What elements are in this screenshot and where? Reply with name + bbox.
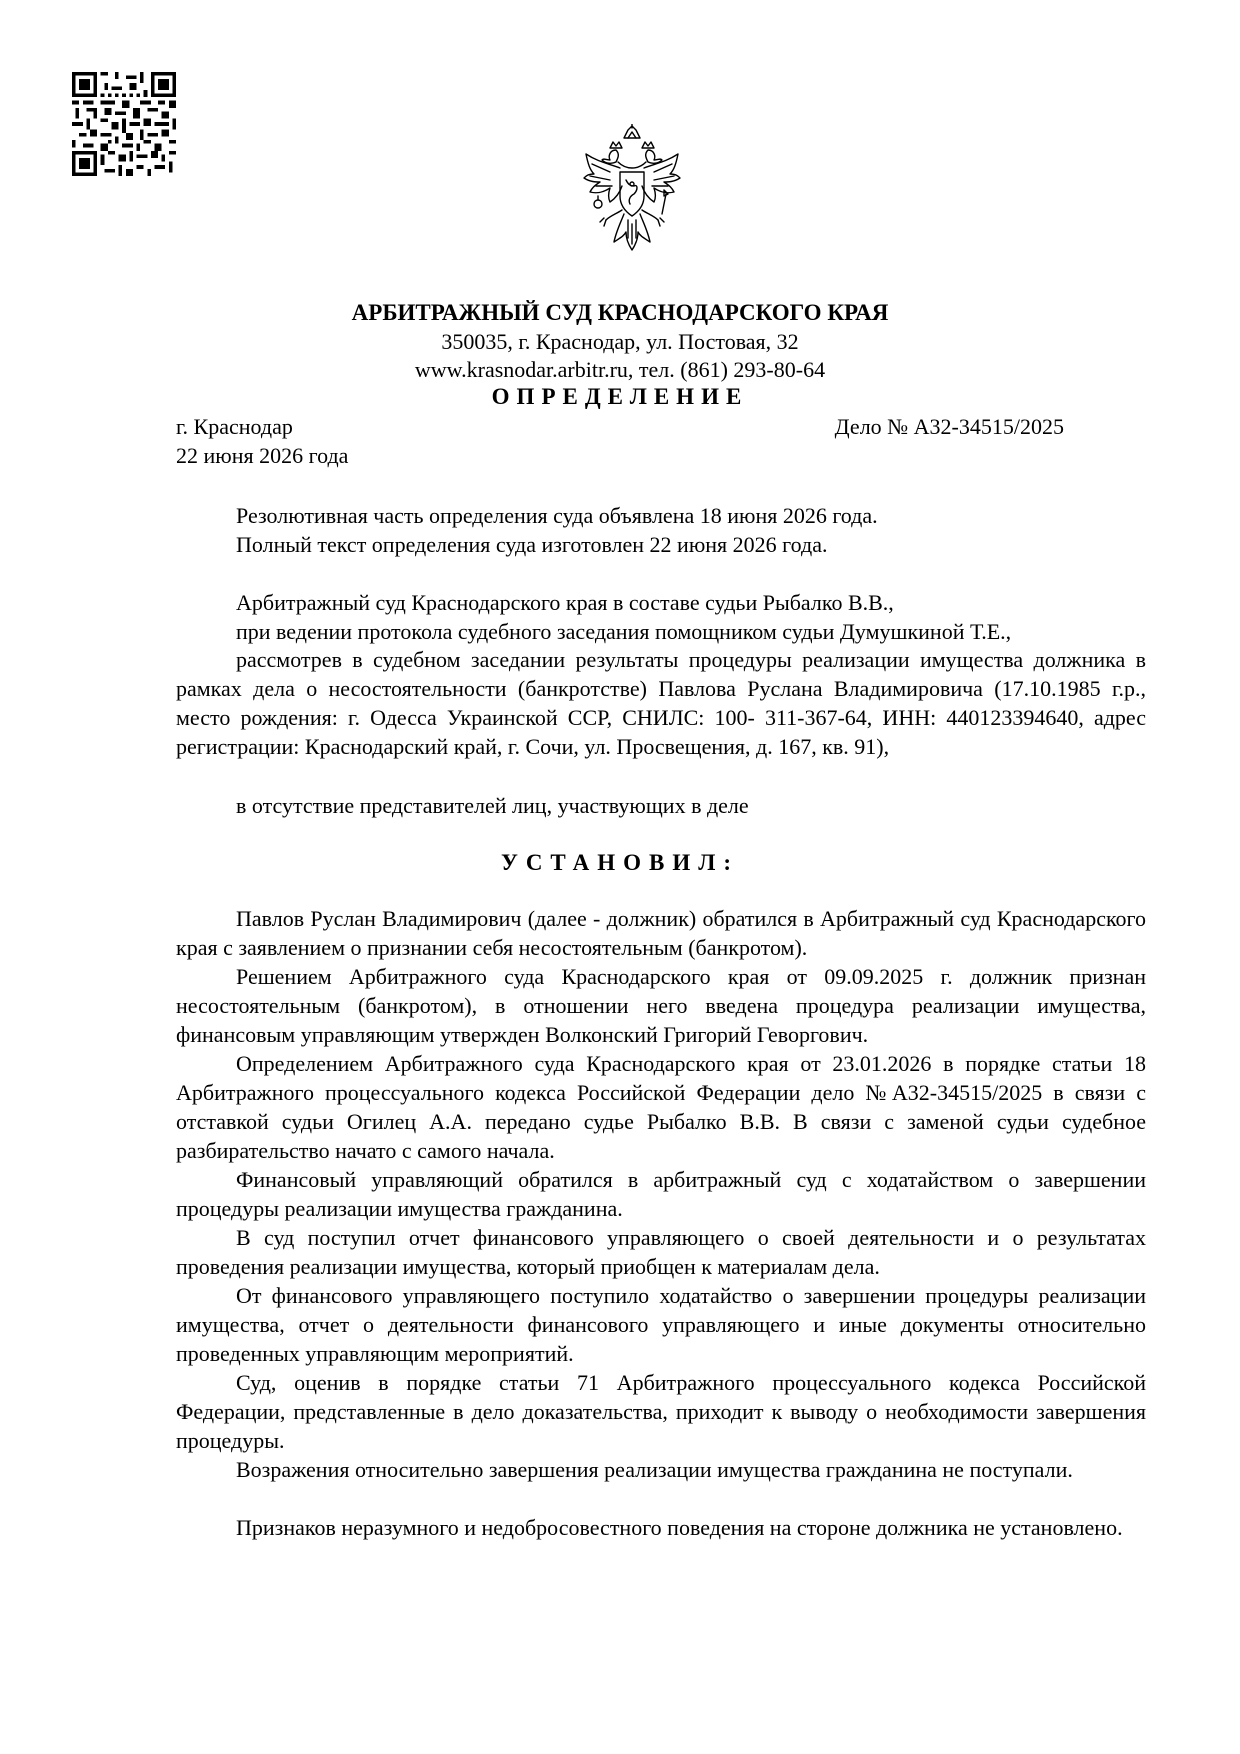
court-name: АРБИТРАЖНЫЙ СУД КРАСНОДАРСКОГО КРАЯ [351,300,889,325]
paragraph-court-assessment: Суд, оценив в порядке статьи 71 Арбитражного процессуального кодекса Российской Федерации, представленные в дело доказательства, приходит к выводу о необходимости завершения процедуры. [176,1370,1146,1453]
paragraph-manager-motion: Финансовый управляющий обратился в арбитражный суд с ходатайством о завершении процедуры реализации имущества гражданина. [176,1167,1146,1221]
established-heading: УСТАНОВИЛ: [500,850,740,875]
parties-absence-note: в отсутствие представителей лиц, участвующих в деле [236,793,749,818]
paragraph-no-bad-faith: Признаков неразумного и недобросовестного поведения на стороне должника не установлено. [236,1515,1123,1540]
court-contacts: www.krasnodar.arbitr.ru, тел. (861) 293-80-64 [414,357,826,382]
document-type-title: ОПРЕДЕЛЕНИЕ [491,384,749,409]
court-composition: Арбитражный суд Краснодарского края в составе судьи Рыбалко В.В., [236,590,894,615]
document-date: 22 июня 2026 года [176,443,349,468]
paragraph-judge-replacement: Определением Арбитражного суда Краснодарского края от 23.01.2026 в порядке статьи 18 Арбитражного процессуального кодекса Российской Федерации дело №А32-34515/2025 в связи с отставкой судьи Огилец А.А. передано судье Рыбалко В.В. В связи с заменой судьи судебное разбирательство начато с самого начала. [176,1051,1146,1163]
document-city: г. Краснодар [176,414,293,439]
full-text-notice: Полный текст определения суда изготовлен 22 июня 2026 года. [236,532,828,557]
qr-code-icon [72,72,176,176]
paragraph-manager-report: В суд поступил отчет финансового управляющего о своей деятельности и о результатах проведения реализации имущества, который приобщен к материалам дела. [176,1225,1146,1279]
protocol-secretary: при ведении протокола судебного заседания помощником судьи Думушкиной Т.Е., [236,619,1012,644]
coat-of-arms-emblem-icon [580,124,684,260]
paragraph-application: Павлов Руслан Владимирович (далее - должник) обратился в Арбитражный суд Краснодарского края с заявлением о признании себя несостоятельным (банкротом). [176,906,1146,960]
paragraph-bankruptcy-decision: Решением Арбитражного суда Краснодарского края от 09.09.2025 г. должник признан несостоятельным (банкротом), в отношении него введена процедура реализации имущества, финансовым управляющим утвержден Волконский Григорий Геворгович. [176,964,1146,1047]
case-consideration-paragraph: рассмотрев в судебном заседании результаты процедуры реализации имущества должника в рамках дела о несостоятельности (банкротстве) Павлова Руслана Владимировича (17.10.1985 г.р., место рождения: г. Одесса Украинской ССР, СНИЛС: 100- 311-367-64, ИНН: 440123394640, адрес регистрации: Краснодарский край, г. Сочи, ул. Просвещения, д. 167, кв. 91), [176,647,1146,759]
paragraph-completion-motion: От финансового управляющего поступило ходатайство о завершении процедуры реализации имущества, отчет о деятельности финансового управляющего и иные документы относительно проведенных управляющим мероприятий. [176,1283,1146,1366]
court-address: 350035, г. Краснодар, ул. Постовая, 32 [441,329,799,354]
paragraph-no-objections: Возражения относительно завершения реализации имущества гражданина не поступали. [236,1457,1073,1482]
case-number: Дело № А32-34515/2025 [834,414,1064,439]
operative-part-notice: Резолютивная часть определения суда объявлена 18 июня 2026 года. [236,503,878,528]
